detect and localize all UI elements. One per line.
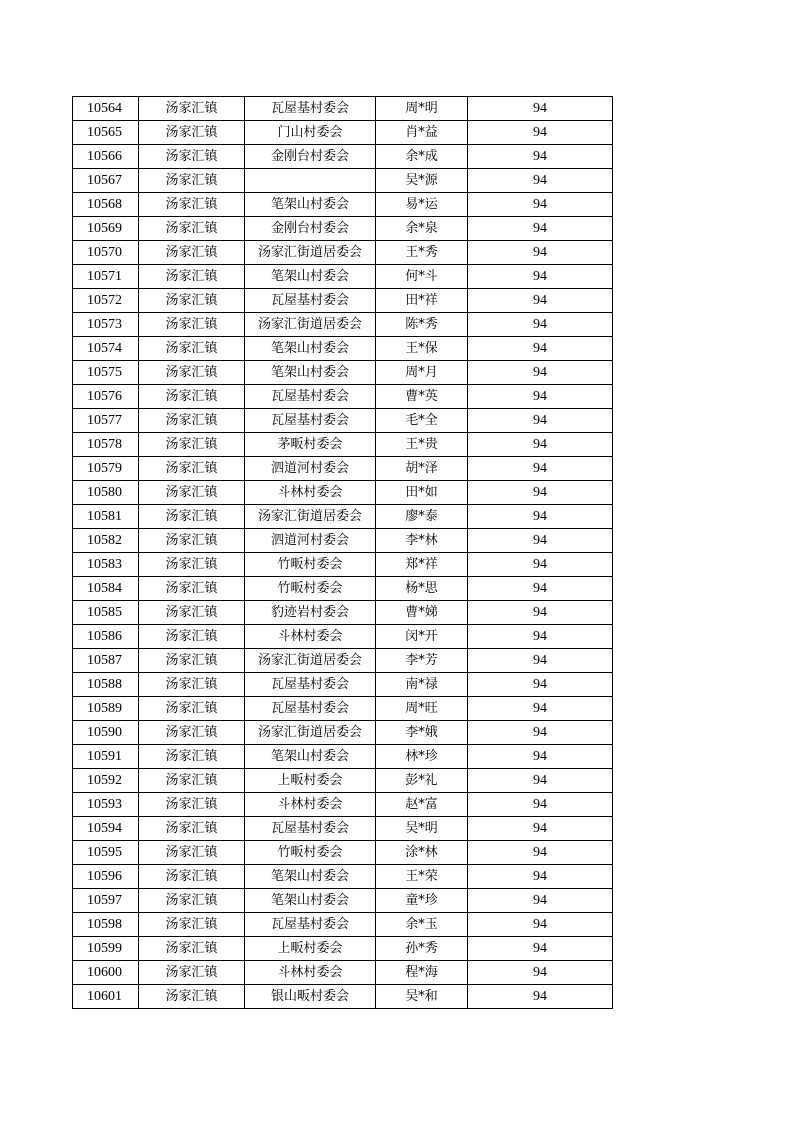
cell-score: 94 [468,553,613,577]
cell-name: 王*贵 [376,433,468,457]
table-row [73,505,613,529]
table-row [73,457,613,481]
cell-name: 李*娥 [376,721,468,745]
table-row [73,577,613,601]
cell-town: 汤家汇镇 [139,433,245,457]
cell-score: 94 [468,889,613,913]
cell-town: 汤家汇镇 [139,121,245,145]
cell-town: 汤家汇镇 [139,145,245,169]
table-row [73,193,613,217]
cell-town: 汤家汇镇 [139,457,245,481]
cell-name: 童*珍 [376,889,468,913]
cell-village: 金刚台村委会 [245,217,376,241]
cell-id: 10579 [73,457,139,481]
cell-village: 笔架山村委会 [245,889,376,913]
cell-name: 吴*和 [376,985,468,1009]
cell-town: 汤家汇镇 [139,553,245,577]
cell-id: 10583 [73,553,139,577]
cell-score: 94 [468,505,613,529]
cell-id: 10573 [73,313,139,337]
table-row [73,793,613,817]
cell-town: 汤家汇镇 [139,577,245,601]
cell-id: 10581 [73,505,139,529]
cell-name: 田*如 [376,481,468,505]
cell-village: 汤家汇街道居委会 [245,649,376,673]
table-row [73,145,613,169]
cell-name: 余*玉 [376,913,468,937]
cell-town: 汤家汇镇 [139,625,245,649]
cell-town: 汤家汇镇 [139,649,245,673]
cell-score: 94 [468,865,613,889]
cell-id: 10599 [73,937,139,961]
table-row [73,745,613,769]
cell-score: 94 [468,817,613,841]
cell-town: 汤家汇镇 [139,481,245,505]
cell-village: 泗道河村委会 [245,457,376,481]
cell-id: 10600 [73,961,139,985]
cell-name: 王*保 [376,337,468,361]
cell-village: 瓦屋基村委会 [245,913,376,937]
cell-town: 汤家汇镇 [139,193,245,217]
cell-name: 郑*祥 [376,553,468,577]
cell-id: 10598 [73,913,139,937]
cell-name: 余*泉 [376,217,468,241]
cell-village: 上畈村委会 [245,769,376,793]
cell-town: 汤家汇镇 [139,817,245,841]
cell-village: 茅畈村委会 [245,433,376,457]
cell-score: 94 [468,433,613,457]
cell-town: 汤家汇镇 [139,793,245,817]
cell-town: 汤家汇镇 [139,673,245,697]
cell-name: 毛*全 [376,409,468,433]
cell-town: 汤家汇镇 [139,961,245,985]
cell-village: 竹畈村委会 [245,553,376,577]
table-body [73,97,613,1009]
cell-name: 吴*源 [376,169,468,193]
table-row [73,673,613,697]
cell-town: 汤家汇镇 [139,409,245,433]
cell-id: 10572 [73,289,139,313]
cell-id: 10582 [73,529,139,553]
cell-id: 10566 [73,145,139,169]
cell-town: 汤家汇镇 [139,601,245,625]
table-row [73,937,613,961]
table-row [73,913,613,937]
cell-town: 汤家汇镇 [139,745,245,769]
cell-town: 汤家汇镇 [139,505,245,529]
cell-name: 孙*秀 [376,937,468,961]
cell-town: 汤家汇镇 [139,169,245,193]
cell-id: 10592 [73,769,139,793]
table-row [73,985,613,1009]
cell-village: 汤家汇街道居委会 [245,721,376,745]
data-table [72,96,613,1009]
cell-village: 瓦屋基村委会 [245,697,376,721]
cell-score: 94 [468,481,613,505]
cell-village: 笔架山村委会 [245,745,376,769]
cell-id: 10565 [73,121,139,145]
cell-village: 竹畈村委会 [245,577,376,601]
cell-town: 汤家汇镇 [139,385,245,409]
cell-score: 94 [468,289,613,313]
table-row [73,385,613,409]
cell-score: 94 [468,841,613,865]
cell-id: 10590 [73,721,139,745]
cell-id: 10587 [73,649,139,673]
cell-name: 李*林 [376,529,468,553]
cell-score: 94 [468,721,613,745]
cell-town: 汤家汇镇 [139,985,245,1009]
cell-village: 上畈村委会 [245,937,376,961]
cell-id: 10585 [73,601,139,625]
cell-id: 10578 [73,433,139,457]
cell-town: 汤家汇镇 [139,865,245,889]
cell-score: 94 [468,145,613,169]
table-row [73,313,613,337]
table-row [73,553,613,577]
cell-village: 豹迹岩村委会 [245,601,376,625]
cell-name: 曹*娣 [376,601,468,625]
cell-score: 94 [468,121,613,145]
cell-town: 汤家汇镇 [139,937,245,961]
cell-name: 李*芳 [376,649,468,673]
cell-id: 10597 [73,889,139,913]
table-row [73,265,613,289]
cell-name: 杨*思 [376,577,468,601]
table-row [73,817,613,841]
cell-name: 林*珍 [376,745,468,769]
cell-name: 王*秀 [376,241,468,265]
cell-id: 10589 [73,697,139,721]
table-row [73,841,613,865]
cell-score: 94 [468,313,613,337]
cell-village: 瓦屋基村委会 [245,97,376,121]
cell-name: 程*海 [376,961,468,985]
cell-town: 汤家汇镇 [139,889,245,913]
cell-name: 廖*泰 [376,505,468,529]
cell-score: 94 [468,961,613,985]
cell-score: 94 [468,265,613,289]
cell-name: 闵*开 [376,625,468,649]
cell-name: 彭*礼 [376,769,468,793]
cell-name: 余*成 [376,145,468,169]
cell-town: 汤家汇镇 [139,361,245,385]
cell-score: 94 [468,625,613,649]
cell-name: 曹*英 [376,385,468,409]
cell-village: 瓦屋基村委会 [245,409,376,433]
table-row [73,241,613,265]
cell-score: 94 [468,529,613,553]
table-row [73,697,613,721]
table-row [73,721,613,745]
table-row [73,625,613,649]
table-row [73,601,613,625]
table-row [73,337,613,361]
cell-village: 汤家汇街道居委会 [245,241,376,265]
cell-town: 汤家汇镇 [139,217,245,241]
cell-town: 汤家汇镇 [139,337,245,361]
cell-village: 泗道河村委会 [245,529,376,553]
cell-village: 竹畈村委会 [245,841,376,865]
cell-score: 94 [468,673,613,697]
cell-town: 汤家汇镇 [139,913,245,937]
cell-village: 金刚台村委会 [245,145,376,169]
cell-name: 吴*明 [376,817,468,841]
cell-score: 94 [468,217,613,241]
cell-town: 汤家汇镇 [139,769,245,793]
cell-village: 笔架山村委会 [245,337,376,361]
cell-name: 南*禄 [376,673,468,697]
table-row [73,649,613,673]
cell-name: 周*明 [376,97,468,121]
cell-town: 汤家汇镇 [139,241,245,265]
table-row [73,481,613,505]
cell-id: 10601 [73,985,139,1009]
cell-name: 周*旺 [376,697,468,721]
cell-id: 10596 [73,865,139,889]
cell-village: 汤家汇街道居委会 [245,505,376,529]
cell-id: 10576 [73,385,139,409]
cell-id: 10594 [73,817,139,841]
table-row [73,289,613,313]
cell-score: 94 [468,97,613,121]
cell-id: 10593 [73,793,139,817]
cell-id: 10591 [73,745,139,769]
cell-score: 94 [468,769,613,793]
cell-score: 94 [468,193,613,217]
cell-name: 陈*秀 [376,313,468,337]
table-row [73,889,613,913]
cell-town: 汤家汇镇 [139,529,245,553]
cell-score: 94 [468,409,613,433]
table-row [73,169,613,193]
table-row [73,409,613,433]
cell-name: 涂*林 [376,841,468,865]
cell-score: 94 [468,361,613,385]
cell-score: 94 [468,649,613,673]
cell-village: 笔架山村委会 [245,865,376,889]
cell-id: 10564 [73,97,139,121]
cell-score: 94 [468,169,613,193]
cell-village: 汤家汇街道居委会 [245,313,376,337]
cell-name: 胡*泽 [376,457,468,481]
cell-town: 汤家汇镇 [139,289,245,313]
cell-village: 斗林村委会 [245,961,376,985]
cell-village [245,169,376,193]
cell-id: 10575 [73,361,139,385]
table-row [73,121,613,145]
table-row [73,361,613,385]
cell-name: 周*月 [376,361,468,385]
cell-score: 94 [468,337,613,361]
cell-score: 94 [468,913,613,937]
cell-village: 门山村委会 [245,121,376,145]
cell-score: 94 [468,601,613,625]
cell-village: 笔架山村委会 [245,193,376,217]
table-row [73,433,613,457]
cell-village: 斗林村委会 [245,481,376,505]
cell-village: 斗林村委会 [245,625,376,649]
cell-score: 94 [468,457,613,481]
cell-id: 10588 [73,673,139,697]
cell-score: 94 [468,745,613,769]
cell-village: 笔架山村委会 [245,265,376,289]
cell-town: 汤家汇镇 [139,721,245,745]
cell-id: 10586 [73,625,139,649]
cell-town: 汤家汇镇 [139,697,245,721]
cell-score: 94 [468,793,613,817]
cell-name: 赵*富 [376,793,468,817]
cell-village: 瓦屋基村委会 [245,289,376,313]
cell-score: 94 [468,937,613,961]
cell-id: 10580 [73,481,139,505]
cell-name: 易*运 [376,193,468,217]
table-row [73,97,613,121]
cell-id: 10574 [73,337,139,361]
cell-village: 银山畈村委会 [245,985,376,1009]
cell-score: 94 [468,577,613,601]
cell-id: 10569 [73,217,139,241]
cell-village: 斗林村委会 [245,793,376,817]
cell-id: 10570 [73,241,139,265]
cell-score: 94 [468,985,613,1009]
cell-id: 10571 [73,265,139,289]
cell-village: 瓦屋基村委会 [245,385,376,409]
table-row [73,961,613,985]
table-row [73,769,613,793]
cell-town: 汤家汇镇 [139,97,245,121]
cell-name: 田*祥 [376,289,468,313]
cell-id: 10577 [73,409,139,433]
cell-score: 94 [468,697,613,721]
cell-id: 10595 [73,841,139,865]
cell-village: 瓦屋基村委会 [245,673,376,697]
cell-town: 汤家汇镇 [139,313,245,337]
table-row [73,865,613,889]
cell-name: 何*斗 [376,265,468,289]
cell-name: 王*荣 [376,865,468,889]
cell-village: 笔架山村委会 [245,361,376,385]
cell-score: 94 [468,385,613,409]
cell-id: 10584 [73,577,139,601]
cell-town: 汤家汇镇 [139,265,245,289]
cell-score: 94 [468,241,613,265]
cell-town: 汤家汇镇 [139,841,245,865]
cell-name: 肖*益 [376,121,468,145]
cell-id: 10568 [73,193,139,217]
table-row [73,217,613,241]
cell-village: 瓦屋基村委会 [245,817,376,841]
cell-id: 10567 [73,169,139,193]
table-row [73,529,613,553]
